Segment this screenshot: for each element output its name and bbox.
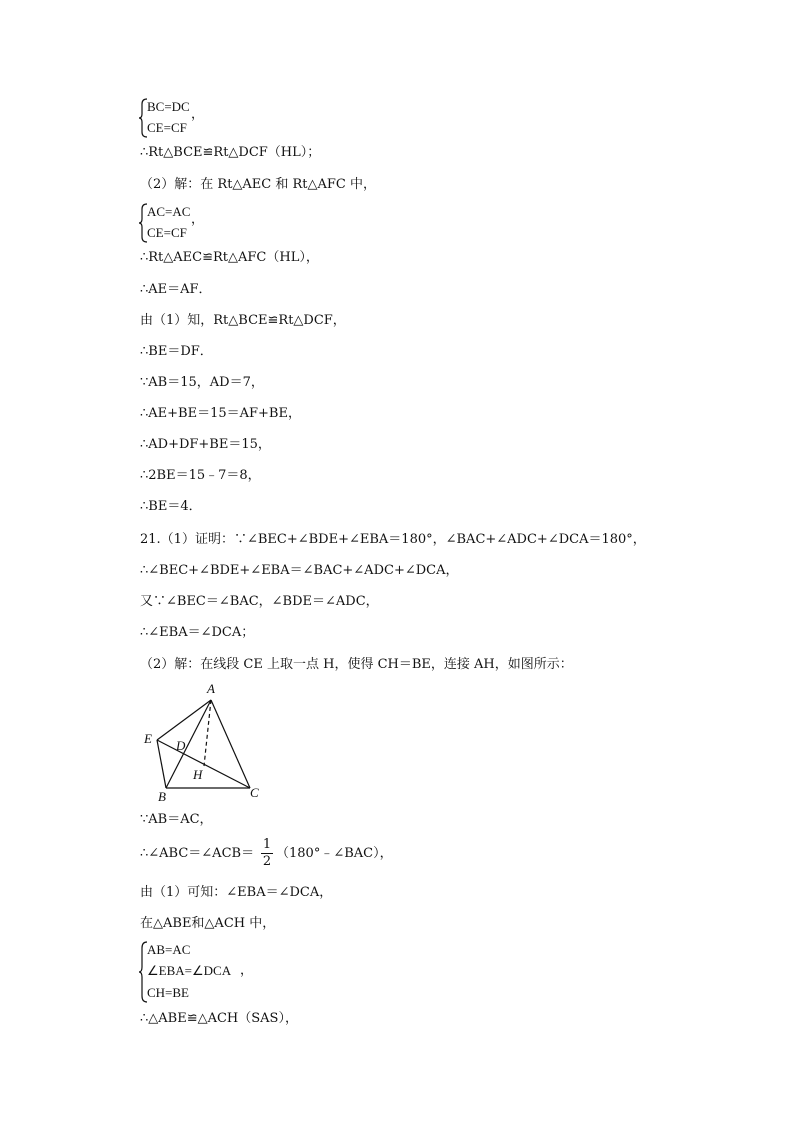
text-line: ∴BE＝4． (140, 499, 202, 514)
text-line: ∴AE+BE＝15＝AF+BE， (140, 406, 301, 421)
fraction-half (261, 838, 273, 869)
fraction-line-after: （180°﹣∠BAC）， (276, 846, 393, 861)
text-line: （2）解：在线段 CE 上取一点 H，使得 CH＝BE，连接 AH，如图所示： (140, 657, 573, 672)
text-line: ∴AD+DF+BE＝15， (140, 437, 271, 452)
system-row: CE=CF (147, 120, 187, 135)
text-line: ∴∠EBA＝∠DCA； (140, 625, 255, 640)
text-line: ∴Rt△AEC≌Rt△AFC（HL）， (140, 250, 319, 265)
text-line: （2）解：在 Rt△AEC 和 Rt△AFC 中， (140, 177, 376, 192)
text-line: ∴△ABE≌△ACH（SAS）， (140, 1011, 298, 1026)
segment-ae (157, 700, 211, 740)
point-label-c: C (250, 785, 259, 800)
text-line: ∵AB＝AC， (140, 812, 213, 827)
text-line: ∴∠BEC+∠BDE+∠EBA＝∠BAC+∠ADC+∠DCA， (140, 563, 459, 578)
system-row: ∠EBA=∠DCA (147, 963, 232, 978)
text-line: ∵AB＝15，AD＝7， (140, 375, 264, 390)
segment-ab (166, 700, 211, 788)
point-label-e: E (144, 731, 152, 746)
fraction-line (140, 838, 540, 874)
system-trail: ， (191, 107, 205, 122)
system-row: AC=AC (147, 204, 191, 219)
segment-eb (157, 740, 166, 788)
text-line: 在△ABE和△ACH 中， (140, 916, 276, 931)
system-row: AB=AC (147, 942, 191, 957)
fraction-denominator: 2 (262, 854, 272, 869)
text-line: ∴BE＝DF． (140, 344, 213, 359)
fraction-line-before: ∴∠ABC＝∠ACB＝ (140, 846, 255, 861)
point-label-d: D (176, 738, 186, 753)
system-trail: ， (191, 212, 205, 227)
text-line: 又∵∠BEC＝∠BAC，∠BDE＝∠ADC， (140, 594, 379, 609)
system-row: CE=CF (147, 225, 187, 240)
text-line: 由（1）知，Rt△BCE≌Rt△DCF， (140, 313, 346, 328)
text-line: ∴Rt△BCE≌Rt△DCF（HL）； (140, 145, 321, 160)
point-label-h: H (193, 767, 203, 782)
geometry-figure (138, 680, 268, 805)
system-row: BC=DC (147, 99, 190, 114)
text-line: ∴2BE＝15﹣7＝8， (140, 468, 261, 483)
point-label-b: B (158, 789, 166, 804)
fraction-numerator: 1 (262, 837, 272, 852)
text-line: 由（1）可知：∠EBA＝∠DCA， (140, 885, 333, 900)
text-line: 21.（1）证明：∵∠BEC+∠BDE+∠EBA＝180°，∠BAC+∠ADC+∠DCA＝180°， (140, 532, 646, 547)
system-trail: ， (240, 963, 254, 978)
segment-ec (157, 740, 250, 788)
segment-ah-dashed (204, 700, 211, 766)
point-label-a: A (207, 681, 215, 696)
system-row: CH=BE (147, 985, 190, 1000)
segment-ac (211, 700, 250, 788)
text-line: ∴AE＝AF． (140, 282, 212, 297)
